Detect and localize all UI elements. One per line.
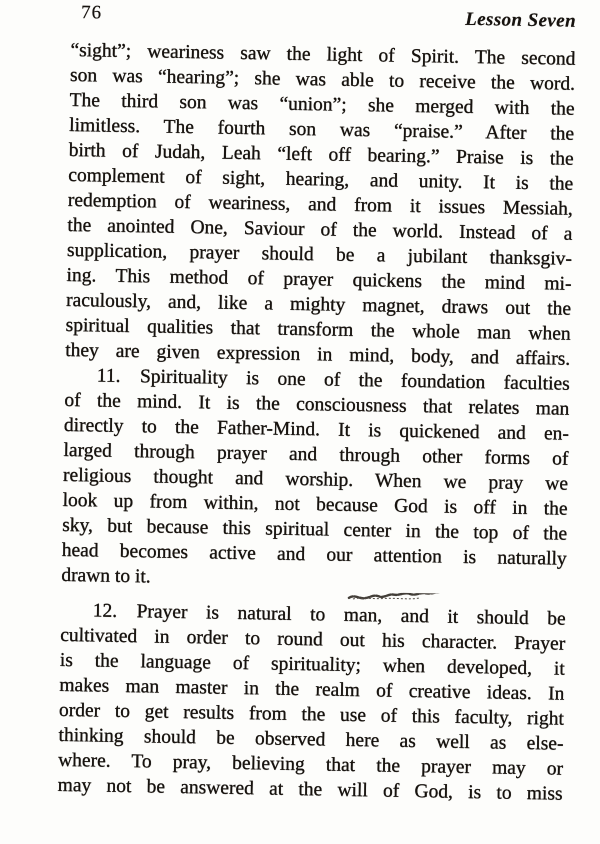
page-number: 76 — [80, 2, 103, 24]
text-line: redemption of weariness, and from it issues Messiah, — [67, 189, 573, 220]
text-line: thinking should be observed here as well as else- — [58, 724, 564, 755]
text-line: of the mind. It is the consciousness that relates man — [64, 389, 570, 420]
scanned-content — [57, 2, 576, 807]
text-line: makes man master in the realm of creative ideas. In — [59, 674, 565, 705]
text-line: “sight”; weariness saw the light of Spirit. The second — [70, 39, 576, 70]
text-line: the anointed One, Saviour of the world. Instead of a — [67, 214, 573, 245]
text-line: religious thought and worship. When we pray we — [62, 464, 569, 495]
text-line: may not be answered at the will of God, is to miss — [57, 774, 563, 805]
text-line: supplication, prayer should be a jubilant thanksgiv- — [66, 239, 573, 270]
text-line: The third son was “union”; she merged with the — [69, 89, 575, 120]
text-line: look up from within, not because God is off in the — [62, 489, 568, 520]
text-line: spiritual qualities that transform the whole man when — [65, 314, 571, 345]
text-line: cultivated in order to round out his character. Prayer — [60, 624, 566, 655]
text-line: raculously, and, like a mighty magnet, draws out the — [65, 289, 572, 320]
text-line: ing. This method of prayer quickens the mind mi- — [66, 264, 572, 295]
text-line: limitless. The fourth son was “praise.” After the — [68, 114, 575, 145]
paragraph-continuation — [65, 38, 576, 372]
paragraph-12 — [57, 598, 565, 807]
page-header — [71, 2, 576, 35]
text-line: complement of sight, hearing, and unity. It is the — [68, 164, 574, 195]
text-line: where. To pray, believing that the prayer may or — [57, 749, 564, 780]
text-line: 11. Spirituality is one of the foundation faculties — [96, 365, 570, 395]
paragraph-11 — [61, 363, 570, 597]
running-title: Lesson Seven — [464, 8, 577, 32]
text-line: they are given expression in mind, body, and affairs. — [65, 339, 571, 370]
text-line: directly to the Father-Mind. It is quickened and en- — [63, 414, 570, 445]
text-line: birth of Judah, Leah “left off bearing.” Praise is the — [68, 139, 574, 170]
text-line: drawn to it. — [61, 564, 151, 588]
text-column — [57, 38, 575, 807]
text-line: larged through prayer and through other forms of — [63, 439, 569, 470]
text-line: order to get results from the use of this faculty, right — [58, 699, 565, 730]
text-line: sky, but because this spiritual center in the top of the — [61, 514, 568, 545]
text-line: head becomes active and our attention is naturally — [61, 539, 567, 570]
text-line: son was “hearing”; she was able to receive the word. — [69, 64, 576, 95]
text-line: 12. Prayer is natural to man, and it should be — [92, 600, 566, 630]
text-line: is the language of spirituality; when developed, it — [59, 649, 565, 680]
